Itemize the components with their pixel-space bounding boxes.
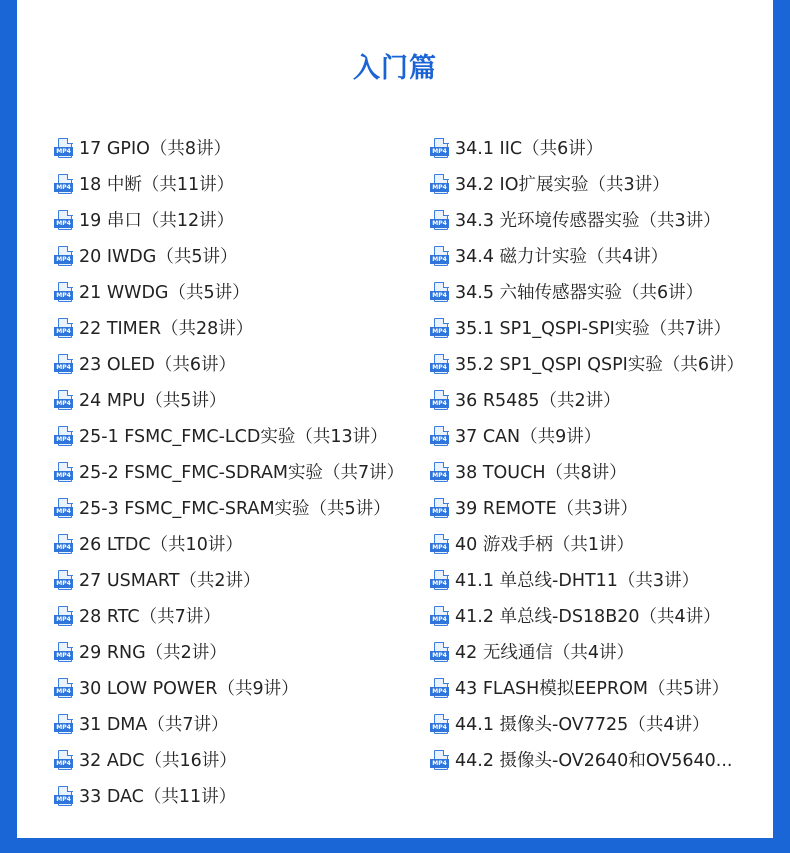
video-title: 22 TIMER（共28讲） — [79, 319, 254, 339]
video-list-item[interactable] — [54, 167, 404, 203]
video-title: 41.1 单总线-DHT11（共3讲） — [455, 571, 700, 591]
video-title: 44.1 摄像头-OV7725（共4讲） — [455, 715, 710, 735]
video-title: 34.2 IO扩展实验（共3讲） — [455, 175, 670, 195]
mp4-tag-label: MP4 — [430, 219, 449, 228]
mp4-tag-label: MP4 — [430, 363, 449, 372]
mp4-tag-label: MP4 — [54, 147, 73, 156]
mp4-file-icon — [430, 570, 452, 592]
video-title: 25-1 FSMC_FMC-LCD实验（共13讲） — [79, 427, 388, 447]
video-list-item[interactable] — [54, 779, 404, 815]
video-title: 30 LOW POWER（共9讲） — [79, 679, 299, 699]
video-list-item[interactable] — [54, 563, 404, 599]
mp4-file-icon — [54, 282, 76, 304]
mp4-file-icon — [54, 498, 76, 520]
video-title: 35.1 SP1_QSPI-SPI实验（共7讲） — [455, 319, 731, 339]
video-title: 28 RTC（共7讲） — [79, 607, 221, 627]
mp4-file-icon — [54, 642, 76, 664]
mp4-file-icon — [430, 210, 452, 232]
mp4-tag-label: MP4 — [430, 687, 449, 696]
video-list-item[interactable] — [54, 311, 404, 347]
mp4-tag-label: MP4 — [54, 723, 73, 732]
mp4-file-icon — [54, 318, 76, 340]
mp4-tag-label: MP4 — [430, 471, 449, 480]
mp4-file-icon — [430, 282, 452, 304]
video-list-item[interactable] — [54, 455, 404, 491]
mp4-tag-label: MP4 — [54, 687, 73, 696]
mp4-tag-label: MP4 — [54, 579, 73, 588]
video-title: 21 WWDG（共5讲） — [79, 283, 250, 303]
video-list-item[interactable] — [430, 635, 744, 671]
video-title: 18 中断（共11讲） — [79, 175, 235, 195]
mp4-file-icon — [430, 534, 452, 556]
mp4-tag-label: MP4 — [430, 255, 449, 264]
mp4-tag-label: MP4 — [54, 327, 73, 336]
video-title: 34.4 磁力计实验（共4讲） — [455, 247, 669, 267]
video-title: 38 TOUCH（共8讲） — [455, 463, 627, 483]
video-list-item[interactable] — [430, 167, 744, 203]
video-list-item[interactable] — [54, 239, 404, 275]
video-title: 23 OLED（共6讲） — [79, 355, 237, 375]
video-list-item[interactable] — [430, 383, 744, 419]
video-list-item[interactable] — [54, 707, 404, 743]
video-list-item[interactable] — [430, 671, 744, 707]
video-list-item[interactable] — [54, 131, 404, 167]
video-title: 34.3 光环境传感器实验（共3讲） — [455, 211, 721, 231]
video-list-item[interactable] — [430, 275, 744, 311]
mp4-file-icon — [54, 390, 76, 412]
mp4-tag-label: MP4 — [430, 615, 449, 624]
mp4-tag-label: MP4 — [54, 651, 73, 660]
video-title: 20 IWDG（共5讲） — [79, 247, 238, 267]
mp4-tag-label: MP4 — [54, 435, 73, 444]
video-title: 41.2 单总线-DS18B20（共4讲） — [455, 607, 721, 627]
mp4-tag-label: MP4 — [54, 615, 73, 624]
video-list-item[interactable] — [430, 131, 744, 167]
video-title: 44.2 摄像头-OV2640和OV5640... — [455, 751, 733, 771]
right-video-list — [430, 131, 744, 779]
mp4-tag-label: MP4 — [54, 219, 73, 228]
mp4-file-icon — [430, 246, 452, 268]
video-list-item[interactable] — [430, 743, 744, 779]
mp4-tag-label: MP4 — [430, 183, 449, 192]
mp4-tag-label: MP4 — [54, 291, 73, 300]
video-list-item[interactable] — [430, 563, 744, 599]
mp4-file-icon — [54, 138, 76, 160]
mp4-file-icon — [430, 498, 452, 520]
mp4-file-icon — [54, 354, 76, 376]
mp4-file-icon — [54, 714, 76, 736]
video-list-item[interactable] — [54, 275, 404, 311]
mp4-tag-label: MP4 — [54, 795, 73, 804]
mp4-tag-label: MP4 — [430, 435, 449, 444]
mp4-tag-label: MP4 — [430, 327, 449, 336]
mp4-file-icon — [430, 174, 452, 196]
mp4-tag-label: MP4 — [430, 579, 449, 588]
video-title: 43 FLASH模拟EEPROM（共5讲） — [455, 679, 730, 699]
mp4-file-icon — [430, 462, 452, 484]
mp4-file-icon — [54, 210, 76, 232]
video-title: 33 DAC（共11讲） — [79, 787, 237, 807]
mp4-tag-label: MP4 — [54, 759, 73, 768]
mp4-tag-label: MP4 — [430, 291, 449, 300]
mp4-file-icon — [430, 750, 452, 772]
video-list-item[interactable] — [54, 743, 404, 779]
mp4-file-icon — [54, 678, 76, 700]
video-title: 19 串口（共12讲） — [79, 211, 235, 231]
video-list-item[interactable] — [54, 635, 404, 671]
mp4-tag-label: MP4 — [430, 651, 449, 660]
video-title: 35.2 SP1_QSPI QSPI实验（共6讲） — [455, 355, 744, 375]
video-title: 34.5 六轴传感器实验（共6讲） — [455, 283, 704, 303]
mp4-tag-label: MP4 — [430, 543, 449, 552]
mp4-file-icon — [430, 642, 452, 664]
mp4-tag-label: MP4 — [430, 723, 449, 732]
video-list-item[interactable] — [54, 491, 404, 527]
video-list-item[interactable] — [54, 347, 404, 383]
mp4-file-icon — [430, 606, 452, 628]
video-list-item[interactable] — [54, 203, 404, 239]
video-list-item[interactable] — [430, 239, 744, 275]
mp4-file-icon — [430, 354, 452, 376]
mp4-tag-label: MP4 — [54, 183, 73, 192]
video-list-item[interactable] — [54, 527, 404, 563]
mp4-file-icon — [430, 390, 452, 412]
video-title: 25-3 FSMC_FMC-SRAM实验（共5讲） — [79, 499, 391, 519]
mp4-file-icon — [54, 786, 76, 808]
mp4-tag-label: MP4 — [54, 471, 73, 480]
video-title: 26 LTDC（共10讲） — [79, 535, 243, 555]
mp4-tag-label: MP4 — [54, 363, 73, 372]
video-list-item[interactable] — [430, 527, 744, 563]
video-title: 36 R5485（共2讲） — [455, 391, 621, 411]
video-list-item[interactable] — [430, 347, 744, 383]
mp4-tag-label: MP4 — [430, 759, 449, 768]
mp4-file-icon — [54, 246, 76, 268]
mp4-file-icon — [430, 678, 452, 700]
video-title: 34.1 IIC（共6讲） — [455, 139, 604, 159]
video-title: 29 RNG（共2讲） — [79, 643, 227, 663]
video-list-item[interactable] — [54, 599, 404, 635]
video-title: 17 GPIO（共8讲） — [79, 139, 232, 159]
video-title: 32 ADC（共16讲） — [79, 751, 237, 771]
video-title: 24 MPU（共5讲） — [79, 391, 227, 411]
mp4-file-icon — [430, 714, 452, 736]
video-list-item[interactable] — [430, 203, 744, 239]
video-list-item[interactable] — [430, 311, 744, 347]
mp4-tag-label: MP4 — [54, 543, 73, 552]
mp4-file-icon — [54, 534, 76, 556]
video-list-item[interactable] — [54, 419, 404, 455]
video-title: 39 REMOTE（共3讲） — [455, 499, 638, 519]
video-list-item[interactable] — [54, 671, 404, 707]
mp4-file-icon — [54, 606, 76, 628]
mp4-file-icon — [54, 750, 76, 772]
mp4-tag-label: MP4 — [430, 399, 449, 408]
video-list-item[interactable] — [430, 707, 744, 743]
mp4-file-icon — [54, 174, 76, 196]
video-title: 31 DMA（共7讲） — [79, 715, 229, 735]
video-list-item[interactable] — [54, 383, 404, 419]
mp4-file-icon — [430, 318, 452, 340]
mp4-file-icon — [54, 462, 76, 484]
mp4-tag-label: MP4 — [430, 507, 449, 516]
mp4-file-icon — [54, 426, 76, 448]
video-title: 27 USMART（共2讲） — [79, 571, 261, 591]
mp4-file-icon — [430, 138, 452, 160]
mp4-tag-label: MP4 — [54, 399, 73, 408]
video-list-item[interactable] — [430, 491, 744, 527]
video-title: 42 无线通信（共4讲） — [455, 643, 634, 663]
left-video-list — [54, 131, 404, 815]
mp4-tag-label: MP4 — [54, 255, 73, 264]
mp4-tag-label: MP4 — [54, 507, 73, 516]
video-title: 40 游戏手柄（共1讲） — [455, 535, 634, 555]
mp4-tag-label: MP4 — [430, 147, 449, 156]
mp4-file-icon — [430, 426, 452, 448]
video-title: 25-2 FSMC_FMC-SDRAM实验（共7讲） — [79, 463, 405, 483]
mp4-file-icon — [54, 570, 76, 592]
video-title: 37 CAN（共9讲） — [455, 427, 602, 447]
video-list-item[interactable] — [430, 599, 744, 635]
video-list-item[interactable] — [430, 455, 744, 491]
video-list-item[interactable] — [430, 419, 744, 455]
page-title: 入门篇 — [353, 53, 437, 84]
